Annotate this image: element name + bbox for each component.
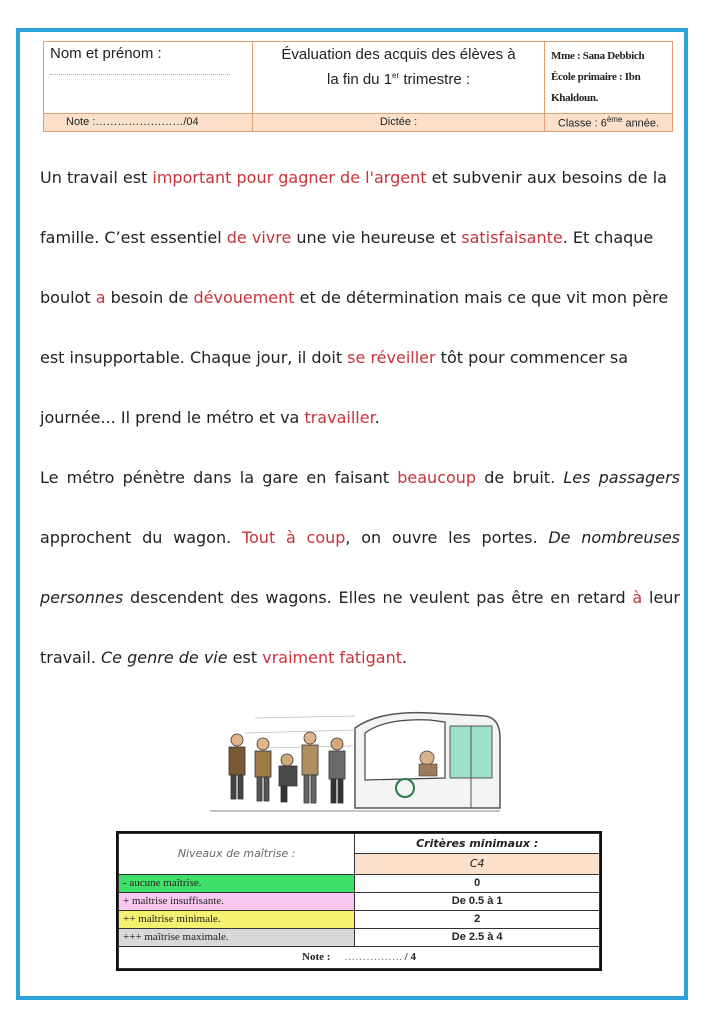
level-minimal-value: 2: [355, 910, 600, 928]
text-line: [40, 228, 680, 247]
criteria-title: Critères minimaux :: [355, 834, 600, 854]
text-segment: , on ouvre les portes.: [345, 528, 549, 547]
teacher-name: Mme : Sana Debbich: [551, 50, 645, 62]
text-segment: Ce genre de vie: [101, 648, 228, 667]
level-none-value: 0: [355, 874, 600, 892]
header-table: [43, 41, 673, 132]
level-none: - aucune maîtrise.: [119, 874, 355, 892]
name-dotted-line: [50, 74, 230, 75]
class-cell: [545, 114, 673, 132]
level-maximal-value: De 2.5 à 4: [355, 928, 600, 946]
evaluation-title: [253, 42, 545, 114]
text-segment: De nombreuses: [548, 528, 681, 547]
level-minimal: ++ maîtrise minimale.: [119, 910, 355, 928]
class-sup: ème: [606, 115, 623, 124]
highlighted-word: dévouement: [193, 288, 295, 307]
class-pre: Classe : 6: [557, 117, 607, 130]
text-segment: Les passagers: [563, 468, 681, 487]
text-segment: est: [227, 648, 263, 667]
text-segment: personnes: [40, 588, 124, 607]
teacher-school-cell: [545, 42, 673, 114]
level-insufficient-value: De 0.5 à 1: [355, 892, 600, 910]
note-cell[interactable]: Note :……………………/04: [44, 114, 253, 132]
text-line: [40, 348, 680, 367]
text-segment: est insupportable. Chaque jour, il doit: [40, 348, 348, 367]
highlighted-word: de vivre: [226, 228, 292, 247]
text-segment: approchent du wagon.: [40, 528, 242, 547]
criterion-c4: C4: [355, 854, 600, 874]
metro-passengers-illustration: [205, 708, 505, 818]
level-insufficient: + maîtrise insuffisante.: [119, 892, 355, 910]
text-segment: une vie heureuse et: [291, 228, 462, 247]
text-segment: de bruit.: [476, 468, 564, 487]
text-line: [40, 468, 680, 487]
text-segment: et de détermination mais ce que vit mon père: [294, 288, 669, 307]
text-line: [40, 408, 680, 427]
text-segment: travail.: [40, 648, 101, 667]
highlighted-word: beaucoup: [397, 468, 477, 487]
highlighted-word: se réveiller: [347, 348, 436, 367]
text-line: [40, 648, 680, 667]
subject-cell: Dictée :: [253, 114, 545, 132]
grade-note-total: / 4: [404, 951, 416, 964]
highlighted-word: Tout à coup: [241, 528, 346, 547]
text-segment: descendent des wagons. Elles ne veulent pas être en retard: [123, 588, 633, 607]
text-segment: . Et chaque: [562, 228, 654, 247]
text-segment: boulot: [40, 288, 96, 307]
text-segment: tôt pour commencer sa: [435, 348, 629, 367]
grade-note-label: Note :: [302, 951, 331, 964]
name-cell[interactable]: [44, 42, 253, 114]
text-segment: Le métro pénètre dans la gare en faisant: [40, 468, 398, 487]
highlighted-word: satisfaisante: [461, 228, 563, 247]
text-segment: leur: [642, 588, 681, 607]
text-segment: journée... Il prend le métro et va: [40, 408, 305, 427]
highlighted-word: important pour gagner de l'argent: [152, 168, 427, 187]
highlighted-word: a: [95, 288, 106, 307]
eval-title-line1: Évaluation des acquis des élèves à: [281, 46, 516, 63]
text-line: [40, 288, 680, 307]
highlighted-word: vraiment fatigant: [262, 648, 402, 667]
level-maximal: +++ maîtrise maximale.: [119, 928, 355, 946]
school-name: École primaire : Ibn Khaldoun.: [551, 71, 641, 104]
text-segment: famille. C’est essentiel: [40, 228, 227, 247]
grade-note-row[interactable]: [119, 946, 600, 969]
class-post: année.: [622, 117, 660, 130]
grading-table: [116, 831, 602, 971]
levels-title: Niveaux de maîtrise :: [119, 834, 355, 875]
text-segment: Un travail est: [40, 168, 153, 187]
grade-note-dots: …………….: [344, 951, 402, 964]
highlighted-word: travailler: [304, 408, 375, 427]
text-line: [40, 168, 680, 187]
text-segment: besoin de: [105, 288, 194, 307]
text-line: [40, 588, 680, 607]
highlighted-word: à: [632, 588, 643, 607]
eval-title-sup: er: [392, 71, 400, 80]
eval-title-line2-post: trimestre :: [399, 71, 470, 88]
text-segment: et subvenir aux besoins de la: [426, 168, 667, 187]
text-segment: .: [401, 648, 408, 667]
name-label: Nom et prénom :: [50, 45, 162, 62]
eval-title-line2: la fin du 1: [326, 71, 393, 88]
text-line: [40, 528, 680, 547]
text-segment: .: [374, 408, 380, 427]
